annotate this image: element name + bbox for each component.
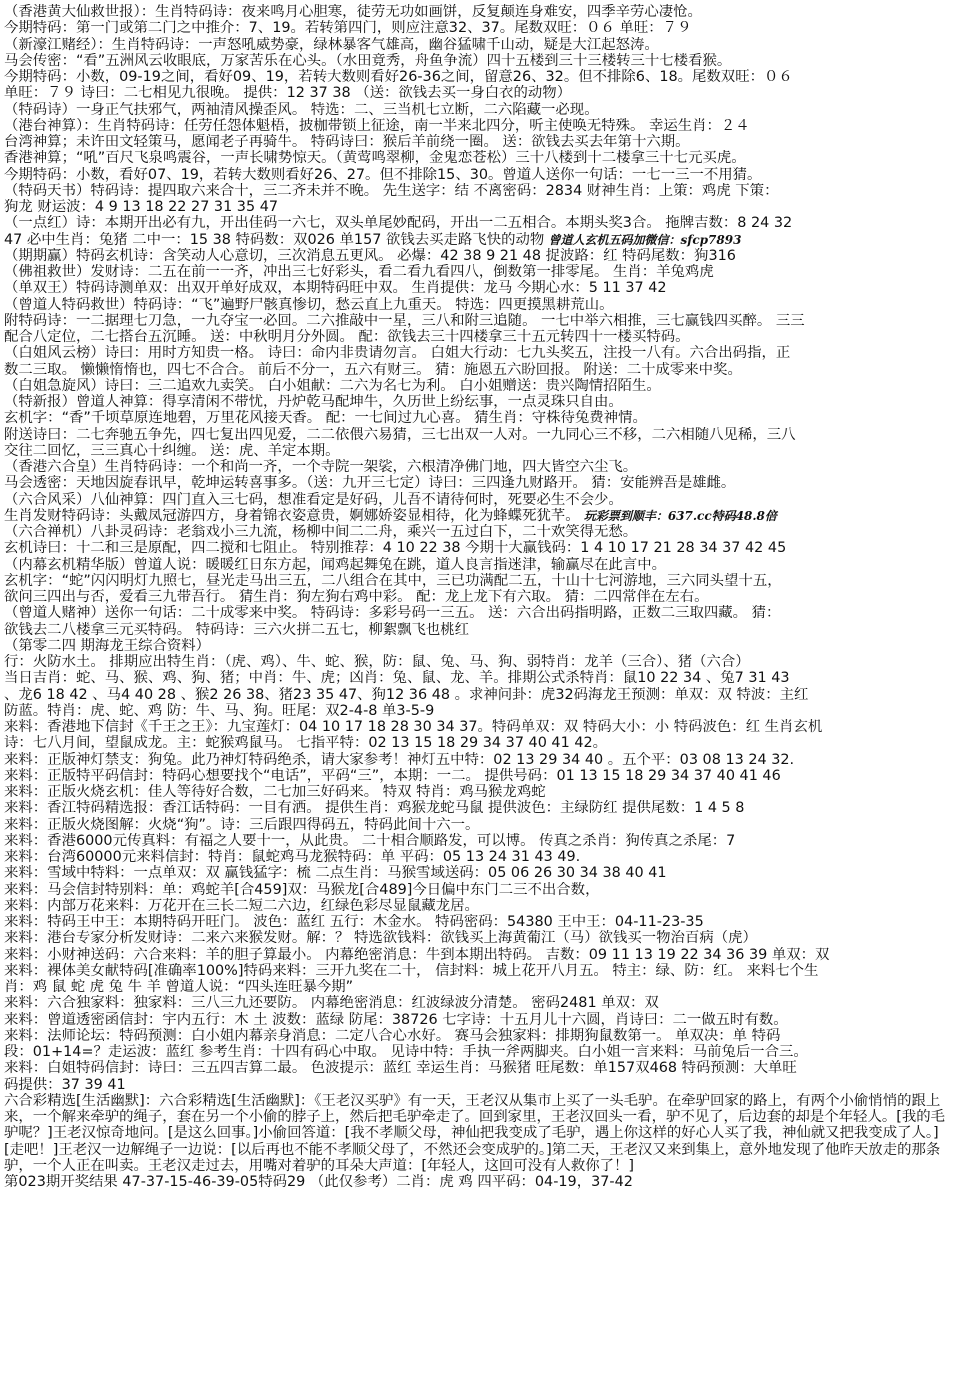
text-line	[4, 687, 949, 703]
text-line-content: 、龙6 18 42 、马4 40 28 、猴2 26 38、猪23 35 47、狗12 36 48 。求神问卦：虎32码海龙王预测：单双：双 特波：主红	[4, 686, 809, 703]
text-line	[4, 4, 949, 20]
text-line-content: 来料：台湾60000元来料信封：特肖：鼠蛇鸡马龙猴特码：单 平码：05 13 24 31 43 49.	[4, 849, 581, 865]
text-line-content: 来料：港台专家分析发财诗：二来六来猴发财。解：？ 特选欲钱料：欲钱买上海黄葡江（马）欲钱买一物治百病（虎）	[4, 930, 757, 947]
text-line-content: 来料：曾道透密函信封：宇内五行：木 土 波数：蓝绿 防尾：38726 七字诗：十五月儿十六圆，肖诗曰：二一做五时有数。	[4, 1011, 788, 1028]
text-line	[4, 833, 949, 849]
text-line	[4, 703, 949, 719]
text-line	[4, 232, 949, 248]
text-line	[4, 134, 949, 150]
text-line	[4, 1060, 949, 1076]
text-line	[4, 963, 949, 979]
text-line	[4, 53, 949, 69]
text-line	[4, 443, 949, 459]
text-line-content: 来料：正版特平码信封：特码心想要找个“电话”，平码“三”，本期：一二。 提供号码：01 13 15 18 29 34 37 40 41 46	[4, 767, 781, 784]
text-line	[4, 979, 949, 995]
text-line-content: 今期特码：小数，看好07、19，若转大数则看好26、27。但不排除15、30。曾道人送你一句话：一七一三一不用猜。	[4, 166, 762, 183]
text-line-content: 交往二回忆，三三真心十纠缠。 送：虎、羊定本期。	[4, 442, 340, 459]
text-line-content: 香港神算；“吼”百尺飞泉鸣震谷，一声长啸势惊天。（黄莺鸣翠柳，金鬼恋苍松）三十八楼到十二楼拿三十七元买虎。	[4, 150, 746, 167]
text-line-content: 来料：小财神送码：六合来料：羊的胆子算最小。 内幕绝密消息：牛到本期出特码。 吉数：09 11 13 19 22 34 36 39 单双：双	[4, 946, 830, 963]
text-line-content: 诗：七八月间，望鼠成龙。主：蛇猴鸡鼠马。 七指平特：02 13 15 18 29 34 37 40 41 42。	[4, 735, 608, 752]
text-line	[4, 752, 949, 768]
text-line	[4, 183, 949, 199]
text-line	[4, 85, 949, 101]
text-line	[4, 150, 949, 166]
text-line	[4, 1077, 949, 1093]
text-line	[4, 37, 949, 53]
text-line-content: 马会传密：“看”五洲风云收眼底，万家苦乐在心头。（水田竟秀，舟鱼争流）四十五楼到三十三楼转三十七楼看猴。	[4, 52, 732, 69]
text-line	[4, 313, 949, 329]
text-line	[4, 622, 949, 638]
text-line	[4, 362, 949, 378]
text-line-content: （特码天书）特码诗：提四取六来合十，三二齐未并不晚。 先生送字：结 不离密码：2834 财神生肖：上策：鸡虎 下策：	[4, 182, 779, 199]
text-line-content: 来料：六合独家料：独家料：三八三九还要防。 内幕绝密消息：红波绿波分清楚。 密码2481 单双：双	[4, 995, 659, 1012]
text-line-content: 47 必中生肖：兔猪 二中一：15 38 特码数：双026 单157 欲钱去买走路飞快的动物	[4, 231, 545, 248]
text-line-content: 来料：法师论坛：特码预测：白小姐内幕亲身消息：二定八合心水好。 赛马会独家料：排期狗鼠数第一。 单双决：单 特码	[4, 1027, 781, 1044]
text-line-content: 来料：内部万花来料：万花开在三长二短二六边，红绿色彩尽显鼠藏龙居。	[4, 897, 479, 914]
text-line	[4, 475, 949, 491]
text-line-content: 来料：正版火烧玄机：佳人等待好合数，二七加三好码来。 特双 特肖：鸡马猴龙鸡蛇	[4, 784, 546, 800]
text-line	[4, 329, 949, 345]
text-line-content: 来料：香江特码精选报：香江话特码：一目有洒。 提供生肖：鸡猴龙蛇马鼠 提供波色：主绿防红 提供尾数：1 4 5 8	[4, 800, 745, 817]
text-line	[4, 589, 949, 605]
text-line-content: 欲问三四出与否，爱看三九带吾行。 猜生肖：狗左狗右鸡中彩。 配：龙上龙下有六取。 猜：二四常伴在左右。	[4, 589, 709, 605]
text-line-content: （第零二四 期海龙王综合资料）	[4, 637, 211, 654]
text-line	[4, 492, 949, 508]
text-line	[4, 930, 949, 946]
text-line-content: 玄机字：“蛇”闪闪明灯九照七，昼光走马出三五，二八组合在其中，三已功满配二五，十山十七河游地，三六同头望十五，	[4, 572, 782, 589]
text-line	[4, 1044, 949, 1060]
text-line-content: （单双王）特码诗测单双：出双开单好成双，本期特码旺中双。 生肖提供：龙马 今期心水：5 11 37 42	[4, 280, 667, 297]
text-line-content: （一点红）诗：本期开出必有九，开出佳码一六七，双头单尾妙配码，开出一二五相合。本期头奖3合。 拖牌吉数：8 24 32	[4, 215, 793, 232]
text-line	[4, 898, 949, 914]
text-line	[4, 378, 949, 394]
text-line	[4, 394, 949, 410]
text-line	[4, 248, 949, 264]
text-line	[4, 638, 949, 654]
text-line-content: （期期赢）特码玄机诗：含笑动人心意切，三次消息五更风。 必爆：42 38 9 21 48 捉波路：红 特码尾数：狗316	[4, 247, 736, 264]
text-line	[4, 849, 949, 865]
text-line-content: （六合禅机）八卦灵码诗：老翁戏小三九流，杨柳中间二二舟，乘兴一五过白下，二十欢笑得无愁。	[4, 524, 638, 540]
text-line	[4, 264, 949, 280]
text-line	[4, 654, 949, 670]
text-line-content: 来料：裸体美女献特码[准确率100%]特码来料：三开九奖在二十， 信封料：城上花开八月五。 特主：绿、防：红。 来料七个生	[4, 962, 819, 979]
text-line-content: 配合八定位，二七搭台五沉睡。 送：中秋明月分外圆。 配：欲钱去三十四楼拿三十五元转四十一楼买特码。	[4, 329, 690, 345]
text-line	[4, 410, 949, 426]
text-line-content: （曾道人赌神）送你一句话：二十成零来中奖。 特码诗：多彩号码一三五。 送：六合出码指明路，正数二三取四藏。 猜：	[4, 605, 781, 622]
text-line-content: 狗龙 财运波：4 9 13 18 22 27 31 35 47	[4, 199, 279, 215]
text-line-content: 今期特码：小数，09-19之间，看好09、19，若转大数则看好26-36之间，留意26、32。但不排除6、18。尾数双旺：０６	[4, 69, 793, 85]
text-line-content: 来料：香港6000元传真料：有福之人要十一，从此贵。 二十相合顺路发，可以博。 传真之杀肖：狗传真之杀尾：7	[4, 832, 736, 849]
text-line-content: 来料：马会信封特别料：单：鸡蛇羊[合459]双：马猴龙[合489]今日偏中东门二三不出合数，	[4, 881, 600, 898]
text-line	[4, 817, 949, 833]
text-line	[4, 768, 949, 784]
text-line-content: （香港六合皇）生肖特码诗：一个和尚一齐，一个寺院一架裟，六根清净佛门地，四大皆空六尘飞。	[4, 459, 638, 475]
text-line-content: 来料：白姐特码信封：诗曰：三五四吉算二最。 色波提示：蓝红 幸运生肖：马猴猪 旺尾数：单157双468 特码预测：大单旺	[4, 1060, 797, 1077]
text-line	[4, 1028, 949, 1044]
text-line-content: 附送诗曰：二七奔驰五争先，四七复出四见爱，二二依偎六易猜，三七出双一人对。一九同心三不移，二六相随八见稀，三八	[4, 426, 796, 443]
text-line-content: （特码诗）一身正气扶邪气，两袖清风操歪风。 特选：二、三当机七立断，二六陷藏一必现。	[4, 101, 599, 118]
text-line-content: 肖：鸡 鼠 蛇 虎 兔 牛 羊 曾道人说：“四头连旺暴今期”	[4, 979, 354, 995]
text-line	[4, 882, 949, 898]
text-line	[4, 995, 949, 1011]
text-line-content: 附特码诗：一二据理七刀急，一九夺宝一必回。二六推敲中一星，三八和附三追随。 一七中举六相推，三七赢钱四买醉。 三三	[4, 312, 805, 329]
text-line	[4, 784, 949, 800]
promo-note: 曾道人玄机五码加微信：sfcp7893	[544, 232, 742, 247]
text-line	[4, 69, 949, 85]
text-line	[4, 508, 949, 524]
text-line-content: 行：火防水土。 排期应出特生肖：（虎、鸡）、牛、蛇、猴，防：鼠、兔、马、狗、弱特肖：龙羊（三合）、猪（六合）	[4, 654, 750, 670]
text-line-content: 生肖发财特码诗：头戴凤冠游四方，身着锦衣姿意贵，婀娜娇姿显相待，化为蜂蝶死犹芊。	[4, 507, 580, 524]
text-line	[4, 524, 949, 540]
text-line	[4, 914, 949, 930]
text-line-content: （曾道人特码救世）特码诗：“飞”遍野尸骸真惨切，愁云直上九重天。 特选：四更摸黑耕荒山。	[4, 296, 614, 313]
text-line-content: 数二三取。 懒懒惰惰也，四七不合合。 前后不分一，五六有财三。 猜：施恩五六盼回报。 附送：二十成零来中奖。	[4, 361, 742, 378]
text-line	[4, 719, 949, 735]
text-line	[4, 735, 949, 751]
text-line-content: （佛祖救世）发财诗：二五在前一一齐，冲出三七好彩头，看二看九看四八，倒数第一排零尾。 生肖：羊兔鸡虎	[4, 264, 714, 280]
newsletter-lines	[4, 4, 949, 1093]
text-line-content: 今期特码：第一门或第二门之中推介：7、19。若转第四门，则应注意32、37。尾数双旺：０６ 单旺：７９	[4, 20, 692, 37]
lottery-newsletter-page	[4, 4, 949, 1384]
text-line	[4, 20, 949, 36]
text-line	[4, 199, 949, 215]
text-line-content: （特新报）曾道人神算：得享清闲不带忧，丹炉乾马配坤牛，久历世上纷纭事，一点灵珠只自由。	[4, 394, 623, 410]
text-line	[4, 280, 949, 296]
text-line-content: 来料：正版火烧图解：火烧“狗”。诗：三后跟四得码五，特码此间十六一。	[4, 816, 480, 833]
text-line-content: 玄机诗曰：十二和三是原配，四二搅和七阻止。 特别推荐：4 10 22 38 今期十大赢钱码：1 4 10 17 21 28 34 37 42 45	[4, 540, 787, 557]
text-line	[4, 573, 949, 589]
text-line-content: 玄机字：“香”千顷草原连地碧，万里花风接天香。 配：一七间过九心喜。 猜生肖：守株待兔费神情。	[4, 410, 647, 427]
text-line	[4, 605, 949, 621]
text-line-content: （新濠江赌经）：生肖特码诗：一声怒吼威势豪，绿林暴客气雄高，幽谷猛啸千山动，疑是大江起怒涛。	[4, 36, 659, 53]
text-line-content: 来料：香港地下信封《千王之王》：九宝莲灯：04 10 17 18 28 30 34 37。特码单双：双 特码大小：小 特码波色：红 生肖玄机	[4, 719, 823, 735]
text-line-content: （白姐急旋风）诗曰：三二追欢九卖笑。 白小姐献：二六为名七为利。 白小姐赠送：贵兴陶情招陌生。	[4, 377, 661, 394]
text-line	[4, 947, 949, 963]
text-line-content: 马会透密：天地因旋春讯早，乾坤运转喜事多。（送：九开三七定）诗曰：三四逢九财路开。 猜：安能辨吾是雄雌。	[4, 475, 736, 492]
text-line-content: 来料：雪域中特料：一点单双：双 赢钱猛字：梳 二点生肖：马猴雪域送码：05 06 26 30 34 38 40 41	[4, 865, 667, 882]
text-line-content: （六合风采）八仙神算：四门直入三七码，想准看定是好码，儿吾不请待何时，死要必生不会少。	[4, 491, 623, 508]
text-line	[4, 102, 949, 118]
text-line-content: （港台神算）：生肖特码诗：任劳任怨体魁梧，披枷带锁上征途，南一半来北四分，听主使唤无特殊。 幸运生肖：２４	[4, 117, 750, 134]
text-line	[4, 800, 949, 816]
text-line-content: （内幕玄机精华版）曾道人说：暖暖红日东方起，闻鸡起舞兔在跳，道人良言指迷津，输赢尽在此言中。	[4, 556, 666, 573]
text-line-content: 当日吉肖：蛇、马、猴、鸡、狗、猪；中肖：牛、虎；凶肖：兔、鼠、龙、羊。排期公式杀特肖：鼠10 22 34 、兔7 31 43	[4, 670, 790, 687]
text-line	[4, 557, 949, 573]
text-line-content: （白姐风云榜）诗曰：用时方知贵一格。 诗曰：命内非贵请勿言。 白姐大行动：七九头奖五，注投一八有。六合出码指，正	[4, 345, 791, 362]
text-line	[4, 215, 949, 231]
text-line-content: 防蓝。特肖：虎、蛇、鸡 防：牛、马、狗。旺尾：双2-4-8 单3-5-9	[4, 702, 435, 719]
text-line-content: 单旺：７９ 诗曰：二七相见九很晚。 提供：12 37 38 （送：欲钱去买一身白衣的动物）	[4, 85, 572, 102]
text-line	[4, 540, 949, 556]
humor-story: 六合彩精选[生活幽默]：六合彩精选[生活幽默]：《王老汉买驴》有一天，王老汉从集市上买了一头毛驴。在牵驴回家的路上，有两个小偷悄悄的跟上来，一个解来牵驴的绳子，套在另一个小偷的脖子上，然后把毛驴牵走了。回到家里，王老汉回头一看，驴不见了，后边套的却是个年轻人。[我的毛驴呢？]王老汉惊奇地问。[是这么回事。]小偷回答道：[我不孝顺父母，神仙把我变成了毛驴，遇上你这样的好心人买了我，神仙就又把我变成了人。][走吧！]王老汉一边解绳子一边说：[以后再也不能不孝顺父母了，不然还会变成驴的。]第二天，王老汉又来到集上，意外地发现了他昨天放走的那条驴，一个人正在叫卖。王老汉走过去，用嘴对着驴的耳朵大声道：[年轻人，这回可没有人救你了！]	[4, 1092, 946, 1174]
text-line	[4, 167, 949, 183]
text-line	[4, 670, 949, 686]
text-line	[4, 1012, 949, 1028]
text-line-content: 码提供：37 39 41	[4, 1076, 126, 1093]
text-line-content: 段：01+14=？走运波：蓝红 参考生肖：十四有码心中取。 见诗中特：手执一斧两脚夹。白小姐一言来料：马前兔后一合三。	[4, 1044, 808, 1060]
text-line-content: （香港黄大仙救世报）：生肖特码诗：夜来鸣月心胆寒，徒劳无功如画饼，反复颠连身难安，四季辛劳心凄怆。	[4, 4, 702, 20]
footer-draw-results: 第023期开奖结果 47-37-15-46-39-05特码29 （此仅参考）二肖：虎 鸡 四平码：04-19，37-42	[4, 1174, 633, 1190]
text-line	[4, 297, 949, 313]
text-line-content: 来料：正版神灯禁支：狗兔。此乃神灯特码绝杀，请大家参考！神灯五中特：02 13 29 34 40 。五个平：03 08 13 24 32.	[4, 751, 795, 768]
text-line	[4, 865, 949, 881]
text-line-content: 欲钱去二八楼拿三元买特码。 特码诗：三六火拼二五七，柳絮飘飞也桃红	[4, 621, 470, 638]
text-line	[4, 345, 949, 361]
text-line	[4, 427, 949, 443]
promo-note: 玩彩票到顺丰：637.cc特码48.8倍	[579, 508, 777, 523]
text-line	[4, 118, 949, 134]
text-line-content: 来料：特码王中王：本期特码开旺门。 波色：蓝红 五行：木金水。 特码密码：54380 王中王：04-11-23-35	[4, 914, 704, 930]
text-line	[4, 459, 949, 475]
text-line-content: 台湾神算；未许田文轻策马，愿闻老子再骑牛。 特码诗曰：猴后羊前绕一圈。 送：欲钱去买去年第十六期。	[4, 134, 690, 150]
